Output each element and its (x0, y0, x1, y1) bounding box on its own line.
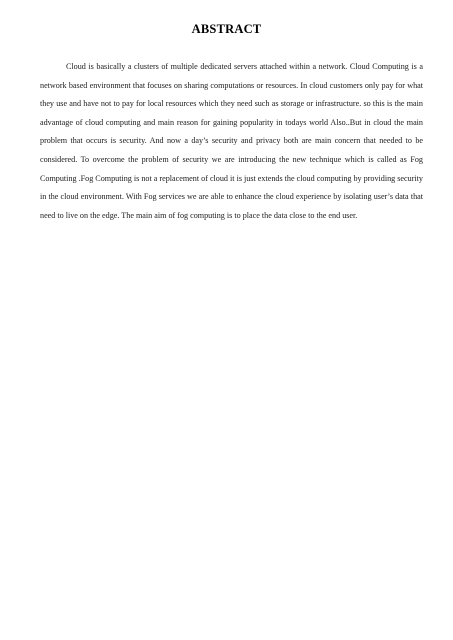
abstract-paragraph: Cloud is basically a clusters of multiple dedicated servers attached within a network. Cloud Computing is a network based environment that focuses on sharing computations or resources. In cloud customers only pay for what they use and have not to pay for local resources which they need such as storage or infrastructure. so this is the main advantage of cloud computing and main reason for gaining popularity in todays world Also..But in cloud the main problem that occurs is security. And now a day’s security and privacy both are main concern that needed to be considered. To overcome the problem of security we are introducing the new technique which is called as Fog Computing .Fog Computing is not a replacement of cloud it is just extends the cloud computing by providing security in the cloud environment. With Fog services we are able to enhance the cloud experience by isolating user’s data that need to live on the edge. The main aim of fog computing is to place the data close to the end user. (40, 62, 423, 220)
abstract-title: ABSTRACT (191, 22, 262, 36)
